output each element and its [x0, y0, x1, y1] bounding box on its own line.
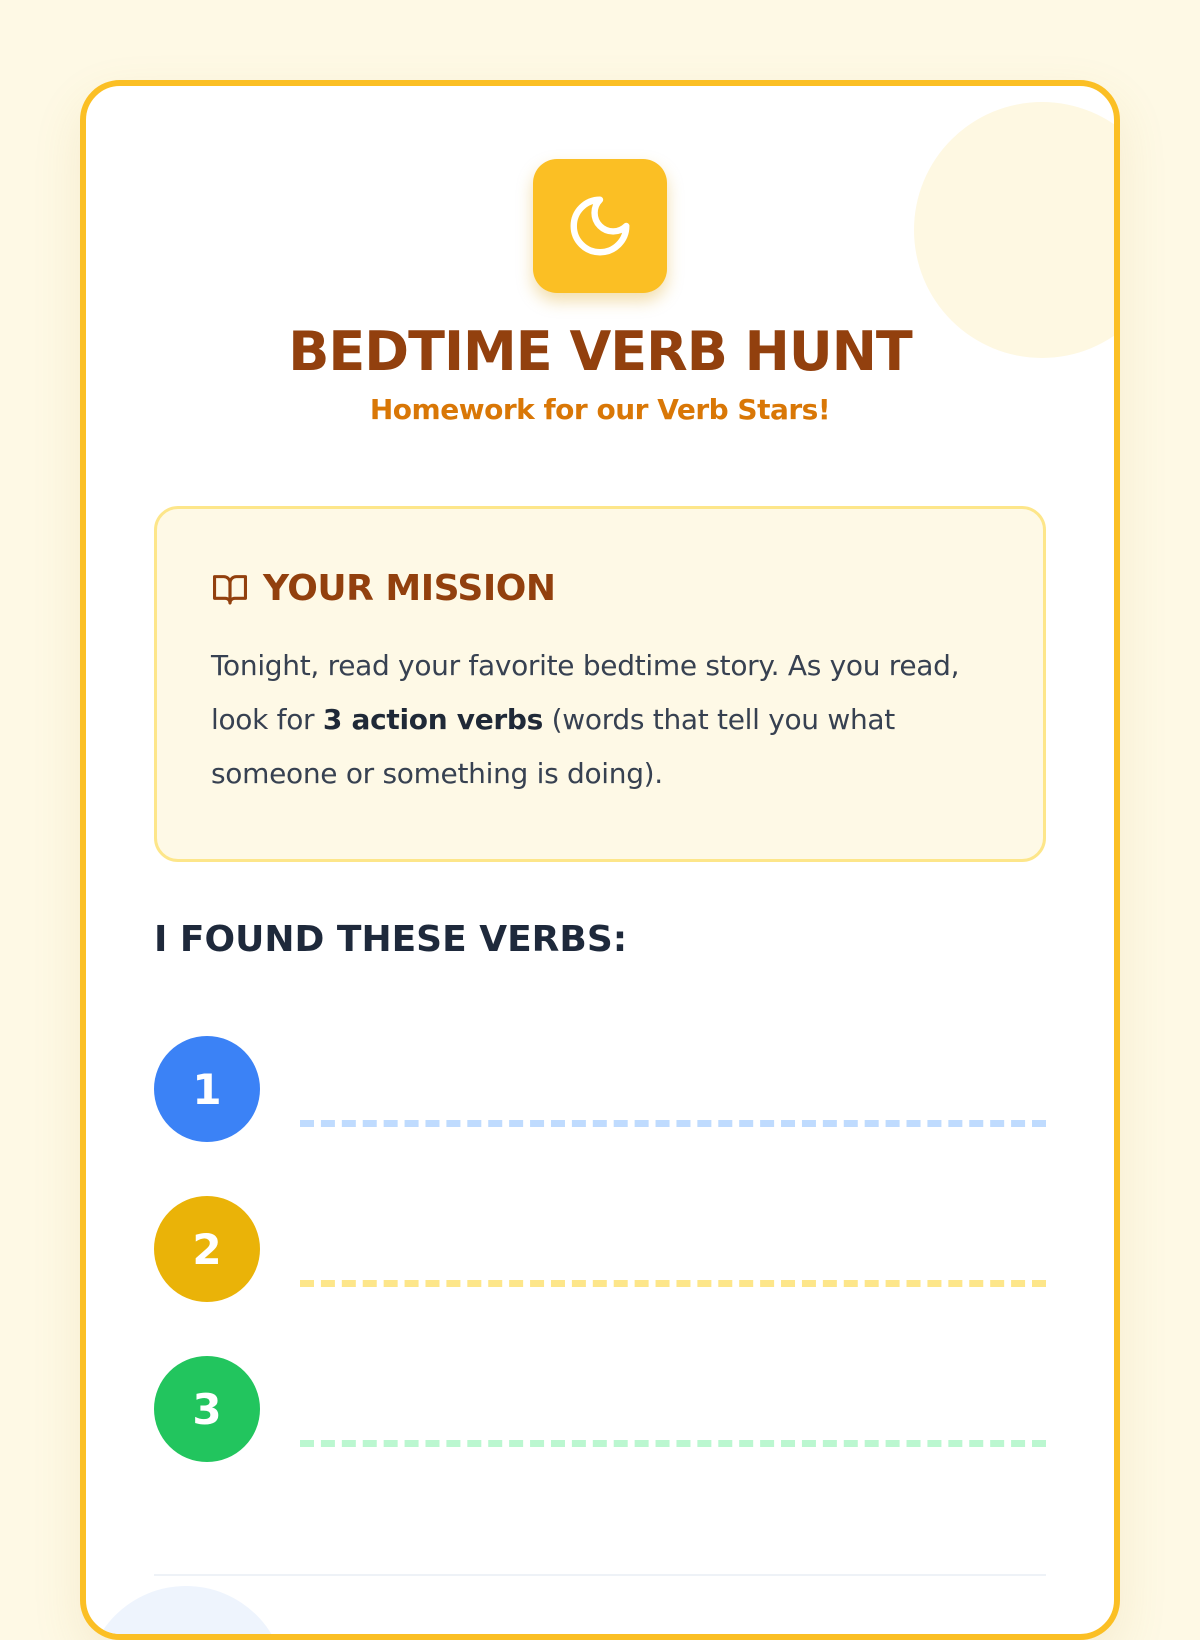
book-open-icon	[211, 572, 249, 606]
mission-title: YOUR MISSION	[263, 568, 556, 609]
found-verbs-heading: I FOUND THESE VERBS:	[154, 919, 628, 960]
number-badge: 1	[154, 1036, 260, 1142]
mission-text-end: (words that tell you what someone or something is doing).	[211, 703, 895, 790]
mission-text-highlight: 3 action verbs	[322, 703, 544, 736]
divider	[154, 1574, 1046, 1576]
verb-entry-1	[154, 1036, 1046, 1142]
moon-icon	[533, 159, 667, 293]
verb-entry-2	[154, 1196, 1046, 1302]
mission-instructions	[211, 639, 971, 801]
answer-line[interactable]	[300, 1120, 1046, 1127]
mission-text-start: Tonight, read your favorite bedtime story. As you read, look for	[211, 649, 960, 736]
verb-entry-3	[154, 1356, 1046, 1462]
mission-header	[211, 567, 555, 611]
answer-line[interactable]	[300, 1280, 1046, 1287]
number-badge: 2	[154, 1196, 260, 1302]
page-subtitle: Homework for our Verb Stars!	[369, 393, 831, 426]
page-title: BEDTIME VERB HUNT	[288, 320, 912, 383]
homework-card	[80, 80, 1120, 1640]
mission-box	[154, 506, 1046, 862]
answer-line[interactable]	[300, 1440, 1046, 1447]
decorative-circle	[86, 1586, 286, 1640]
number-badge: 3	[154, 1356, 260, 1462]
